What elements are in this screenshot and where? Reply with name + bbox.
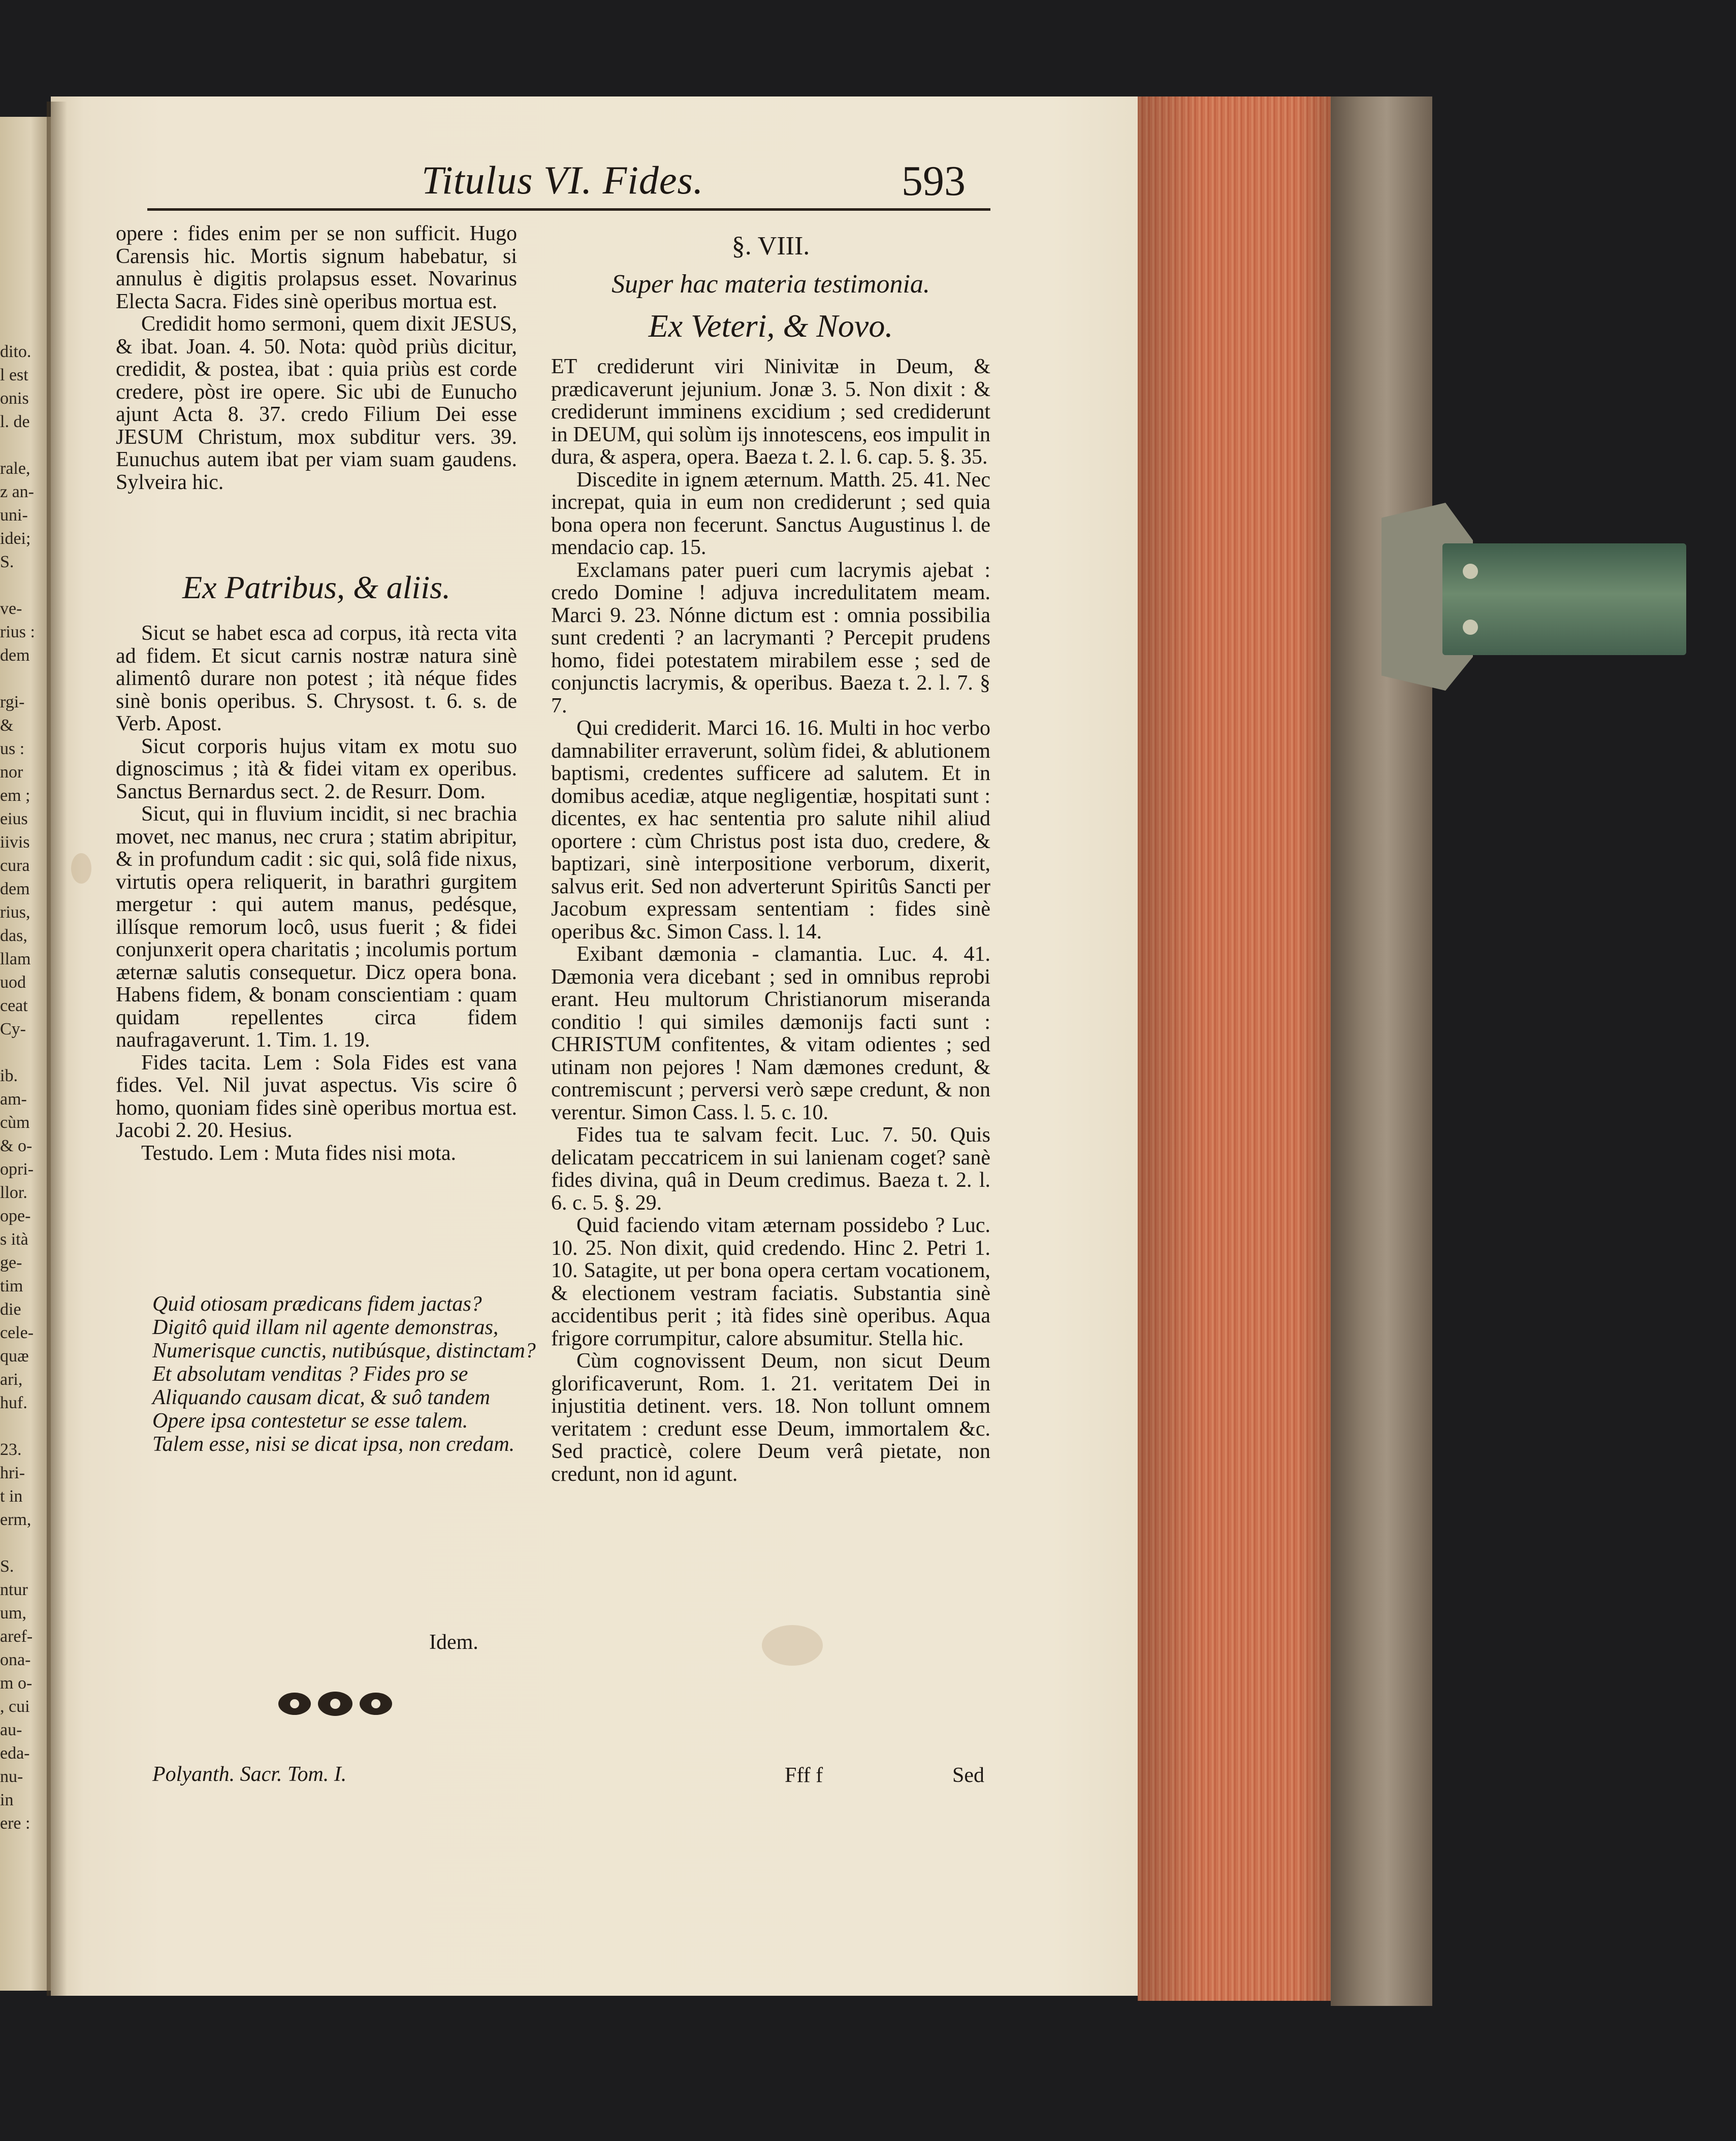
margin-fragment: , cui	[0, 1697, 30, 1716]
margin-fragment: ona-	[0, 1650, 31, 1669]
margin-fragment: opri-	[0, 1160, 34, 1179]
poem-line: Et absolutam venditas ? Fides pro se	[152, 1363, 468, 1386]
left-paragraph: Sicut se habet esca ad corpus, ità recta vita ad fidem. Et sicut carnis nostræ natura sinè alimentô durare non potest ; ità néque fides sinè bonis operibus. S. Chrysost. t. 6. s. de Verb. Apost.	[116, 622, 517, 735]
left-column-text-block-1	[116, 222, 517, 547]
section-heading: Super hac materia testimonia.	[612, 270, 930, 299]
margin-fragment: iivis	[0, 833, 30, 852]
margin-fragment: us :	[0, 739, 25, 758]
margin-fragment: ari,	[0, 1370, 23, 1389]
margin-fragment: ib.	[0, 1066, 18, 1085]
book-signature-label: Polyanth. Sacr. Tom. I.	[152, 1763, 347, 1786]
margin-fragment: quæ	[0, 1347, 29, 1366]
margin-fragment: t in	[0, 1487, 23, 1506]
margin-fragment: m o-	[0, 1674, 33, 1693]
header-rule	[147, 208, 990, 211]
margin-fragment: eda-	[0, 1744, 30, 1763]
signature-mark: Fff f	[785, 1764, 823, 1787]
margin-fragment: eius	[0, 809, 28, 828]
right-paragraph: Exibant dæmonia - clamantia. Luc. 4. 41. Dæmonia vera dicebant ; sed in omnibus reprobi erant. Heu multorum Christianorum miseranda conditio ! qui similes dæmonijs facti sunt : CHRISTUM confitentes, & vitam odientes ; sed utinam non pejores ! Nam dæmones credunt, & contremiscunt ; perversi verò sæpe credunt, & non verentur. Simon Cass. l. 5. c. 10.	[551, 943, 990, 1124]
left-paragraph: Sicut, qui in fluvium incidit, si nec brachia movet, nec manus, nec crura ; statim abripitur, & in profundum cadit : sic qui, solâ fide nixus, virtutis opera reliquerit, in barathri gurgitem mergetur : qui autem manus, pedésque, illísque remorum locô, usus fuerit ; & fidei conjunxerit opera charitatis ; incolumis portum æternæ salutis consequetur. Dicz opera bona. Habens fidem, & bonam conscientiam : quam quidam repellentes circa fidem naufragaverunt. 1. Tim. 1. 19.	[116, 802, 517, 1052]
margin-fragment: nor	[0, 763, 23, 782]
left-paragraph: Credidit homo sermoni, quem dixit JESUS, & ibat. Joan. 4. 50. Nota: quòd priùs dicitur, credidit, & postea, ibat : quia priùs est corde credere, pòst ire opere. Sic ubi de Eunucho ajunt Acta 8. 37. credo Filium Dei esse JESUM Christum, mox subditur vers. 39. Eunuchus autem ibat per viam suam gaudens. Sylveira hic.	[116, 312, 517, 494]
margin-fragment: cele-	[0, 1323, 34, 1342]
margin-fragment: in	[0, 1791, 14, 1809]
running-title: Titulus VI. Fides.	[422, 158, 704, 202]
left-paragraph: opere : fides enim per se non sufficit. Hugo Carensis hic. Mortis signum habebatur, si annulus è digitis prolapsus esset. Novarinus Electa Sacra. Fides sinè operibus mortua est.	[116, 222, 517, 313]
poem-line: Numerisque cunctis, nutibúsque, distinctam?	[152, 1339, 536, 1363]
page-block-shading	[1138, 96, 1351, 2001]
margin-fragment: rgi-	[0, 693, 25, 711]
left-column-text-block-2	[116, 622, 517, 1164]
margin-fragment: dem	[0, 646, 30, 665]
margin-fragment: ere :	[0, 1814, 30, 1833]
margin-fragment: uni-	[0, 506, 28, 525]
margin-fragment: s ità	[0, 1230, 28, 1249]
margin-fragment: huf.	[0, 1393, 27, 1412]
section-subheading: Ex Veteri, & Novo.	[648, 308, 893, 344]
margin-fragment: onis	[0, 389, 29, 408]
poem-line: Opere ipsa contestetur se esse talem.	[152, 1409, 468, 1433]
margin-fragment: dito.	[0, 342, 31, 361]
margin-fragment: llam	[0, 950, 31, 968]
right-paragraph: Cùm cognovissent Deum, non sicut Deum glorificaverunt, Rom. 1. 21. veritatem Dei in injustitia detinent. vers. 18. Non tollunt omnem veritatem : credunt esse Deum, immortalem &c. Sed practicè, colere Deum verâ pietate, non credunt, non id agunt.	[551, 1349, 990, 1486]
page-gutter-shadow	[47, 102, 67, 1996]
margin-fragment: cura	[0, 856, 30, 875]
margin-fragment: dem	[0, 880, 30, 898]
margin-fragment: S.	[0, 1557, 14, 1576]
right-paragraph: Discedite in ignem æternum. Matth. 25. 41. Nec increpat, quia in eum non crediderunt ; sed quia bona opera non fecerunt. Sanctus Augustinus l. de mendacio cap. 15.	[551, 468, 990, 559]
margin-fragment: rius :	[0, 623, 35, 641]
margin-fragment: hri-	[0, 1464, 25, 1482]
margin-fragment: &	[0, 716, 14, 735]
rivet-icon	[1463, 564, 1478, 579]
right-paragraph: Exclamans pater pueri cum lacrymis ajebat : credo Domine ! adjuva incredulitatem meam. Marci 9. 23. Nónne dictum est : omnia possibilia sunt credenti ? an lacrymanti ? Percepit prudens homo, fidei potestatem mirabilem esse ; sed de conjunctis lacrymis, & operibus. Baeza t. 2. l. 7. § 7.	[551, 558, 990, 718]
margin-fragment: das,	[0, 926, 27, 945]
margin-fragment: um,	[0, 1604, 26, 1623]
margin-fragment: z an-	[0, 482, 35, 501]
right-paragraph: Quid faciendo vitam æternam possidebo ? Luc. 10. 25. Non dixit, quid credendo. Hinc 2. Petri 1. 10. Satagite, ut per bona opera certam vocationem, & electionem vestram faciatis. Substantia sinè accidentibus perit ; ità fides sinè operibus. Aqua frigore corrumpitur, calore absumitur. Stella hic.	[551, 1214, 990, 1350]
margin-fragment: S.	[0, 553, 14, 571]
poem-block	[152, 1292, 538, 1456]
section-number: §. VIII.	[731, 232, 810, 261]
paper-stain	[762, 1625, 823, 1666]
margin-fragment: nu-	[0, 1767, 23, 1786]
left-paragraph: Fides tacita. Lem : Sola Fides est vana fides. Vel. Nil juvat aspectus. Vis scire ô homo, quoniam fides sinè operibus mortua est. Jacobi 2. 20. Hesius.	[116, 1051, 517, 1142]
margin-fragment: l est	[0, 366, 28, 384]
margin-fragment: Cy-	[0, 1020, 26, 1039]
paper-stain	[71, 853, 91, 884]
margin-fragment: ge-	[0, 1253, 22, 1272]
margin-fragment: rius,	[0, 903, 30, 922]
margin-fragment: am-	[0, 1090, 27, 1109]
margin-fragment: l. de	[0, 412, 30, 431]
margin-fragment: em ;	[0, 786, 30, 805]
poem-line: Digitô quid illam nil agente demonstras,	[152, 1316, 499, 1339]
section-title-patribus: Ex Patribus, & aliis.	[182, 569, 451, 605]
margin-fragment: au-	[0, 1721, 22, 1739]
margin-fragment: ope-	[0, 1207, 31, 1225]
right-paragraph: Fides tua te salvam fecit. Luc. 7. 50. Quis delicatam peccatricem in sui lanienam coget? sanè fides divina, quâ in Deum credimus. Baeza t. 2. l. 6. c. 5. §. 29.	[551, 1123, 990, 1215]
left-paragraph: Testudo. Lem : Muta fides nisi mota.	[141, 1141, 456, 1165]
poem-line: Quid otiosam prædicans fidem jactas?	[152, 1292, 482, 1316]
margin-fragment: ceat	[0, 996, 28, 1015]
margin-fragment: tim	[0, 1277, 23, 1295]
left-paragraph: Sicut corporis hujus vitam ex motu suo dignoscimus ; ità & fidei vitam ex operibus. Sanctus Bernardus sect. 2. de Resurr. Dom.	[116, 734, 517, 803]
clasp-strap	[1442, 543, 1686, 655]
margin-fragment: idei;	[0, 529, 31, 548]
margin-fragment: cùm	[0, 1113, 30, 1132]
attribution: Idem.	[429, 1631, 478, 1654]
right-column-text	[551, 355, 990, 1485]
poem-line: Talem esse, nisi se dicat ipsa, non credam.	[152, 1433, 515, 1456]
margin-fragment: ve-	[0, 599, 22, 618]
margin-fragment: llor.	[0, 1183, 27, 1202]
printer-ornament-icon	[274, 1686, 396, 1722]
margin-fragment: aref-	[0, 1627, 33, 1646]
margin-fragment: 23.	[0, 1440, 22, 1459]
right-paragraph: ET crediderunt viri Ninivitæ in Deum, & prædicaverunt jejunium. Jonæ 3. 5. Non dixit : & crediderunt imminens excidium ; sed crediderunt in DEUM, qui solùm ijs innotescens, eos impulit in dura, & aspera, opera. Baeza t. 2. l. 6. cap. 5. §. 35.	[551, 355, 990, 469]
book-cover-edge	[1331, 96, 1432, 2006]
margin-fragment: die	[0, 1300, 21, 1319]
rivet-icon	[1463, 620, 1478, 635]
right-paragraph: Qui crediderit. Marci 16. 16. Multi in hoc verbo damnabiliter erraverunt, solùm fidei, & ablutionem baptismi, credentes sufficere ad salutem. Et in domibus acediæ, atque negligentiæ, hospitati sunt : dicentes, ex hac sententia pro salute nihil aliud oportere : cùm Christus post ista duo, credere, & baptizari, sinè interpositione verborum, dixerit, salvus erit. Sed non adverterunt Spiritûs Sancti per Jacobum expressam sententiam : fides sinè operibus &c. Simon Cass. l. 14.	[551, 717, 990, 944]
catchword: Sed	[952, 1764, 984, 1787]
page-number: 593	[902, 157, 966, 205]
margin-fragment: erm,	[0, 1510, 31, 1529]
poem-line: Aliquando causam dicat, & suô tandem	[152, 1386, 490, 1409]
margin-fragment: ntur	[0, 1580, 28, 1599]
margin-fragment: rale,	[0, 459, 30, 478]
margin-fragment: uod	[0, 973, 26, 992]
margin-fragment: & o-	[0, 1137, 33, 1155]
